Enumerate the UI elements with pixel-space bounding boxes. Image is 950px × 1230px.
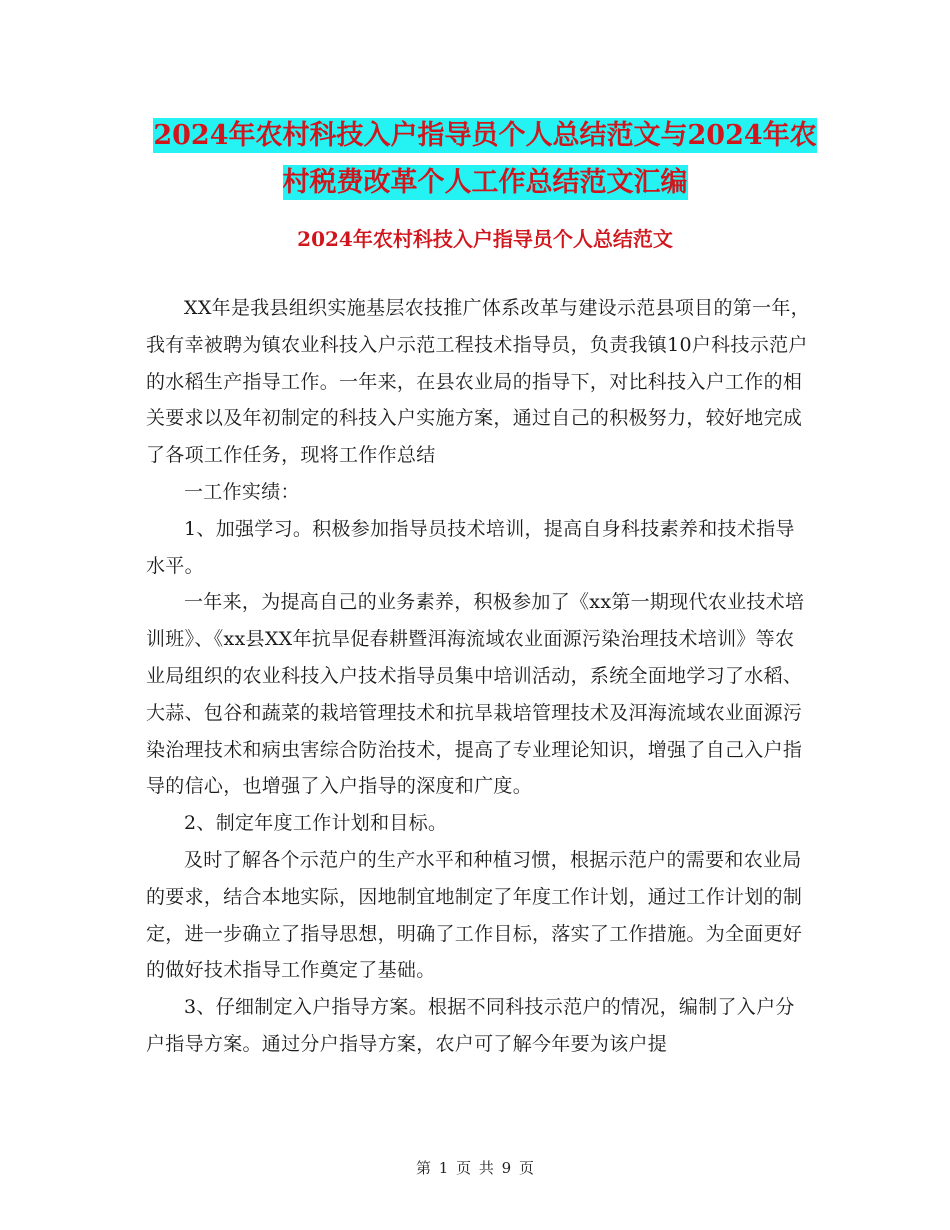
section-title: 2024年农村科技入户指导员个人总结范文 bbox=[297, 227, 673, 251]
body-paragraph: 及时了解各个示范户的生产水平和种植习惯，根据示范户的需要和农业局的要求，结合本地实际，因地制宜地制定了年度工作计划，通过工作计划的制定，进一步确立了指导思想，明确了工作目标，落实了工作措施。为全面更好的做好技术指导工作奠定了基础。 bbox=[146, 848, 803, 982]
body-paragraph: 1、加强学习。积极参加指导员技术培训，提高自身科技素养和技术指导水平。 bbox=[146, 517, 795, 577]
body-paragraph: 一工作实绩： bbox=[184, 480, 300, 503]
document-title bbox=[140, 112, 830, 206]
document-title-line-2: 村税费改革个人工作总结范文汇编 bbox=[282, 167, 688, 198]
page-footer: 第 1 页 共 9 页 bbox=[416, 1159, 534, 1177]
document-body bbox=[146, 290, 810, 1063]
body-paragraph: 3、仔细制定入户指导方案。根据不同科技示范户的情况，编制了入户分户指导方案。通过分户指导方案，农户可了解今年要为该户提 bbox=[146, 996, 795, 1055]
body-paragraph: 2、制定年度工作计划和目标。 bbox=[184, 812, 448, 835]
document-title-line-1: 2024年农村科技入户指导员个人总结范文与2024年农 bbox=[153, 120, 817, 151]
body-paragraph: 一年来，为提高自己的业务素养，积极参加了《xx第一期现代农业技术培训班》、《xx县XX年抗旱促春耕暨洱海流域农业面源污染治理技术培训》等农业局组织的农业科技入户技术指导员集中培训活动，系统全面地学习了水稻、大蒜、包谷和蔬菜的栽培管理技术和抗旱栽培管理技术及洱海流域农业面源污染治理技术和病虫害综合防治技术，提高了专业理论知识，增强了自己入户指导的信心，也增强了入户指导的深度和广度。 bbox=[146, 591, 805, 798]
body-paragraph: XX年是我县组织实施基层农技推广体系改革与建设示范县项目的第一年，我有幸被聘为镇农业科技入户示范工程技术指导员，负责我镇10户科技示范户的水稻生产指导工作。一年来，在县农业局的指导下，对比科技入户工作的相关要求以及年初制定的科技入户实施方案，通过自己的积极努力，较好地完成了各项工作任务，现将工作作总结 bbox=[146, 297, 810, 467]
